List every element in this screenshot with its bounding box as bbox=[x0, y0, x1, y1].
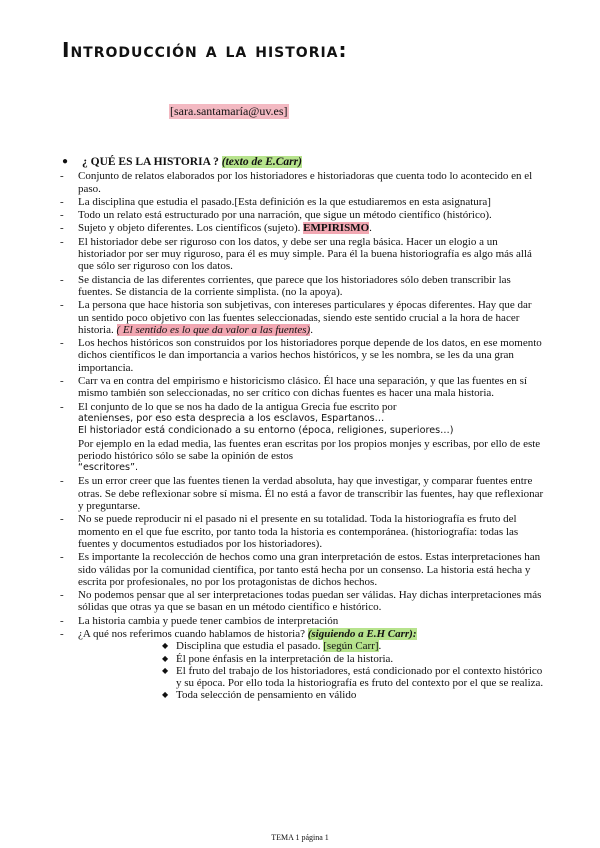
list-item-line: “escritores”. bbox=[78, 462, 139, 474]
list-item: - Conjunto de relatos elaborados por los historiadores e historiadoras que cuenta todo lo acontecido en el paso. bbox=[64, 170, 544, 195]
highlight-segun-carr: [según Carr] bbox=[323, 640, 379, 653]
email-link[interactable]: [sara.santamaría@uv.es] bbox=[170, 104, 288, 118]
sub-list-item bbox=[164, 640, 544, 652]
list-item: - La disciplina que estudia el pasado.[Esta definición es la que estudiaremos en esta asignatura] bbox=[64, 196, 544, 208]
list-item-end: . bbox=[369, 222, 372, 235]
list-item bbox=[64, 628, 544, 702]
highlight-sentido: ( El sentido es lo que da valor a las fuentes) bbox=[116, 323, 311, 336]
list-item: - Todo un relato está estructurado por una narración, que sigue un método científico (histórico). bbox=[64, 209, 544, 221]
sub-list-item: ◆ Toda selección de pensamiento en válido bbox=[164, 689, 544, 701]
page-footer: TEMA 1 página 1 bbox=[271, 833, 329, 842]
sub-list-item-text: Disciplina que estudia el pasado. bbox=[176, 640, 321, 653]
list-item-line: El historiador está condicionado a su entorno (época, religiones, superiores…) bbox=[78, 425, 454, 437]
sub-list bbox=[164, 640, 544, 701]
page-title: Introducción a la historia: bbox=[62, 38, 348, 62]
list-item: - No se puede reproducir ni el pasado ni el presente en su totalidad. Toda la historiografía es fruto del momento en el que fue escrito, por tanto toda la historia es contemporánea. (historiografía: todas las fuentes y documentos estudiados por los historiadores). bbox=[64, 513, 544, 550]
list-item: - Carr va en contra del empirismo e historicismo clásico. Él hace una separación, y que las fuentes en sí mismo también son seleccionadas, no ser crítico con dichas fuentes es hacer una mala historia. bbox=[64, 375, 544, 400]
list-item-line: - El conjunto de lo que se nos ha dado de la antigua Grecia fue escrito por bbox=[78, 400, 397, 413]
section-heading-text: ¿ QUÉ ES LA HISTORIA ? bbox=[82, 156, 219, 168]
list-item: - Es importante la recolección de hechos como una gran interpretación de estos. Estas interpretaciones han sido válidas por la comunidad científica, por tanto está hecha por un consenso. La historia está hecha y escrita por profesionales, no por los protagonistas de dichos hechos. bbox=[64, 551, 544, 588]
sub-list-item-end: . bbox=[378, 640, 382, 653]
list-item: - La historia cambia y puede tener cambios de interpretación bbox=[64, 615, 544, 627]
list-item-line: atenienses, por eso esta desprecia a los esclavos, Espartanos… bbox=[78, 412, 385, 424]
list-item bbox=[64, 401, 544, 475]
section-heading-note: (texto de E.Carr) bbox=[221, 156, 302, 168]
list-item-text: ¿A qué nos referimos cuando hablamos de historia? bbox=[78, 627, 305, 640]
list-item: - Es un error creer que las fuentes tienen la verdad absoluta, hay que investigar, y comparar fuentes entre otras. Se debe reflexionar sobre sí misma. Él no está a favor de transcribir las fuentes, hay que reflexionar y preguntarse. bbox=[64, 475, 544, 512]
notes-content bbox=[64, 156, 544, 703]
list-item: - Los hechos históricos son construidos por los historiadores porque depende de los datos, en ese momento dichos científicos le dan importancia a varios hechos históricos, y se les nombra, se les da una gran importancia. bbox=[64, 337, 544, 374]
bullet-icon: ● bbox=[62, 156, 69, 167]
list-item bbox=[64, 222, 544, 234]
highlight-empirismo: EMPIRISMO bbox=[303, 222, 370, 235]
notes-list bbox=[64, 170, 544, 701]
section-heading bbox=[64, 156, 544, 168]
list-item-text: Sujeto y objeto diferentes. Los científicos (sujeto). bbox=[78, 222, 301, 235]
list-item-end: . bbox=[310, 323, 313, 336]
highlight-carr: (siguiendo a E.H Carr): bbox=[307, 627, 417, 640]
sub-list-item: ◆ El fruto del trabajo de los historiadores, está condicionado por el contexto histórico y su época. Por ello toda la historiografía es fruto del contexto por el que se realiza. bbox=[164, 665, 544, 690]
list-item bbox=[64, 299, 544, 336]
list-item-text: La persona que hace historia son subjetivas, con intereses particulares y épocas diferentes. Hay que dar un sentido poco objetivo con las fuentes seleccionadas, siendo este sentido crucial a la hora de hacer historia. bbox=[78, 299, 532, 336]
list-item: - Se distancia de las diferentes corrientes, que parece que los historiadores sólo deben transcribir las fuentes. Se distancia de la corriente simplista. (no la apoya). bbox=[64, 274, 544, 299]
list-item: - No podemos pensar que al ser interpretaciones todas puedan ser válidas. Hay dichas interpretaciones más sólidas que otras ya que se basan en un método científico e histórico. bbox=[64, 589, 544, 614]
list-item-line: Por ejemplo en la edad media, las fuentes eran escritas por los propios monjes y escribas, por ello de este periodo histórico sólo se sabe la opinión de estos bbox=[78, 437, 541, 462]
sub-list-item: ◆ Él pone énfasis en la interpretación de la historia. bbox=[164, 653, 544, 665]
list-item: - El historiador debe ser riguroso con los datos, y debe ser una regla básica. Hacer un elogio a un historiador por ser muy riguroso, para él es muy simple. Para él la buena historiografía es algo más allá que sólo ser riguroso con los datos. bbox=[64, 236, 544, 273]
